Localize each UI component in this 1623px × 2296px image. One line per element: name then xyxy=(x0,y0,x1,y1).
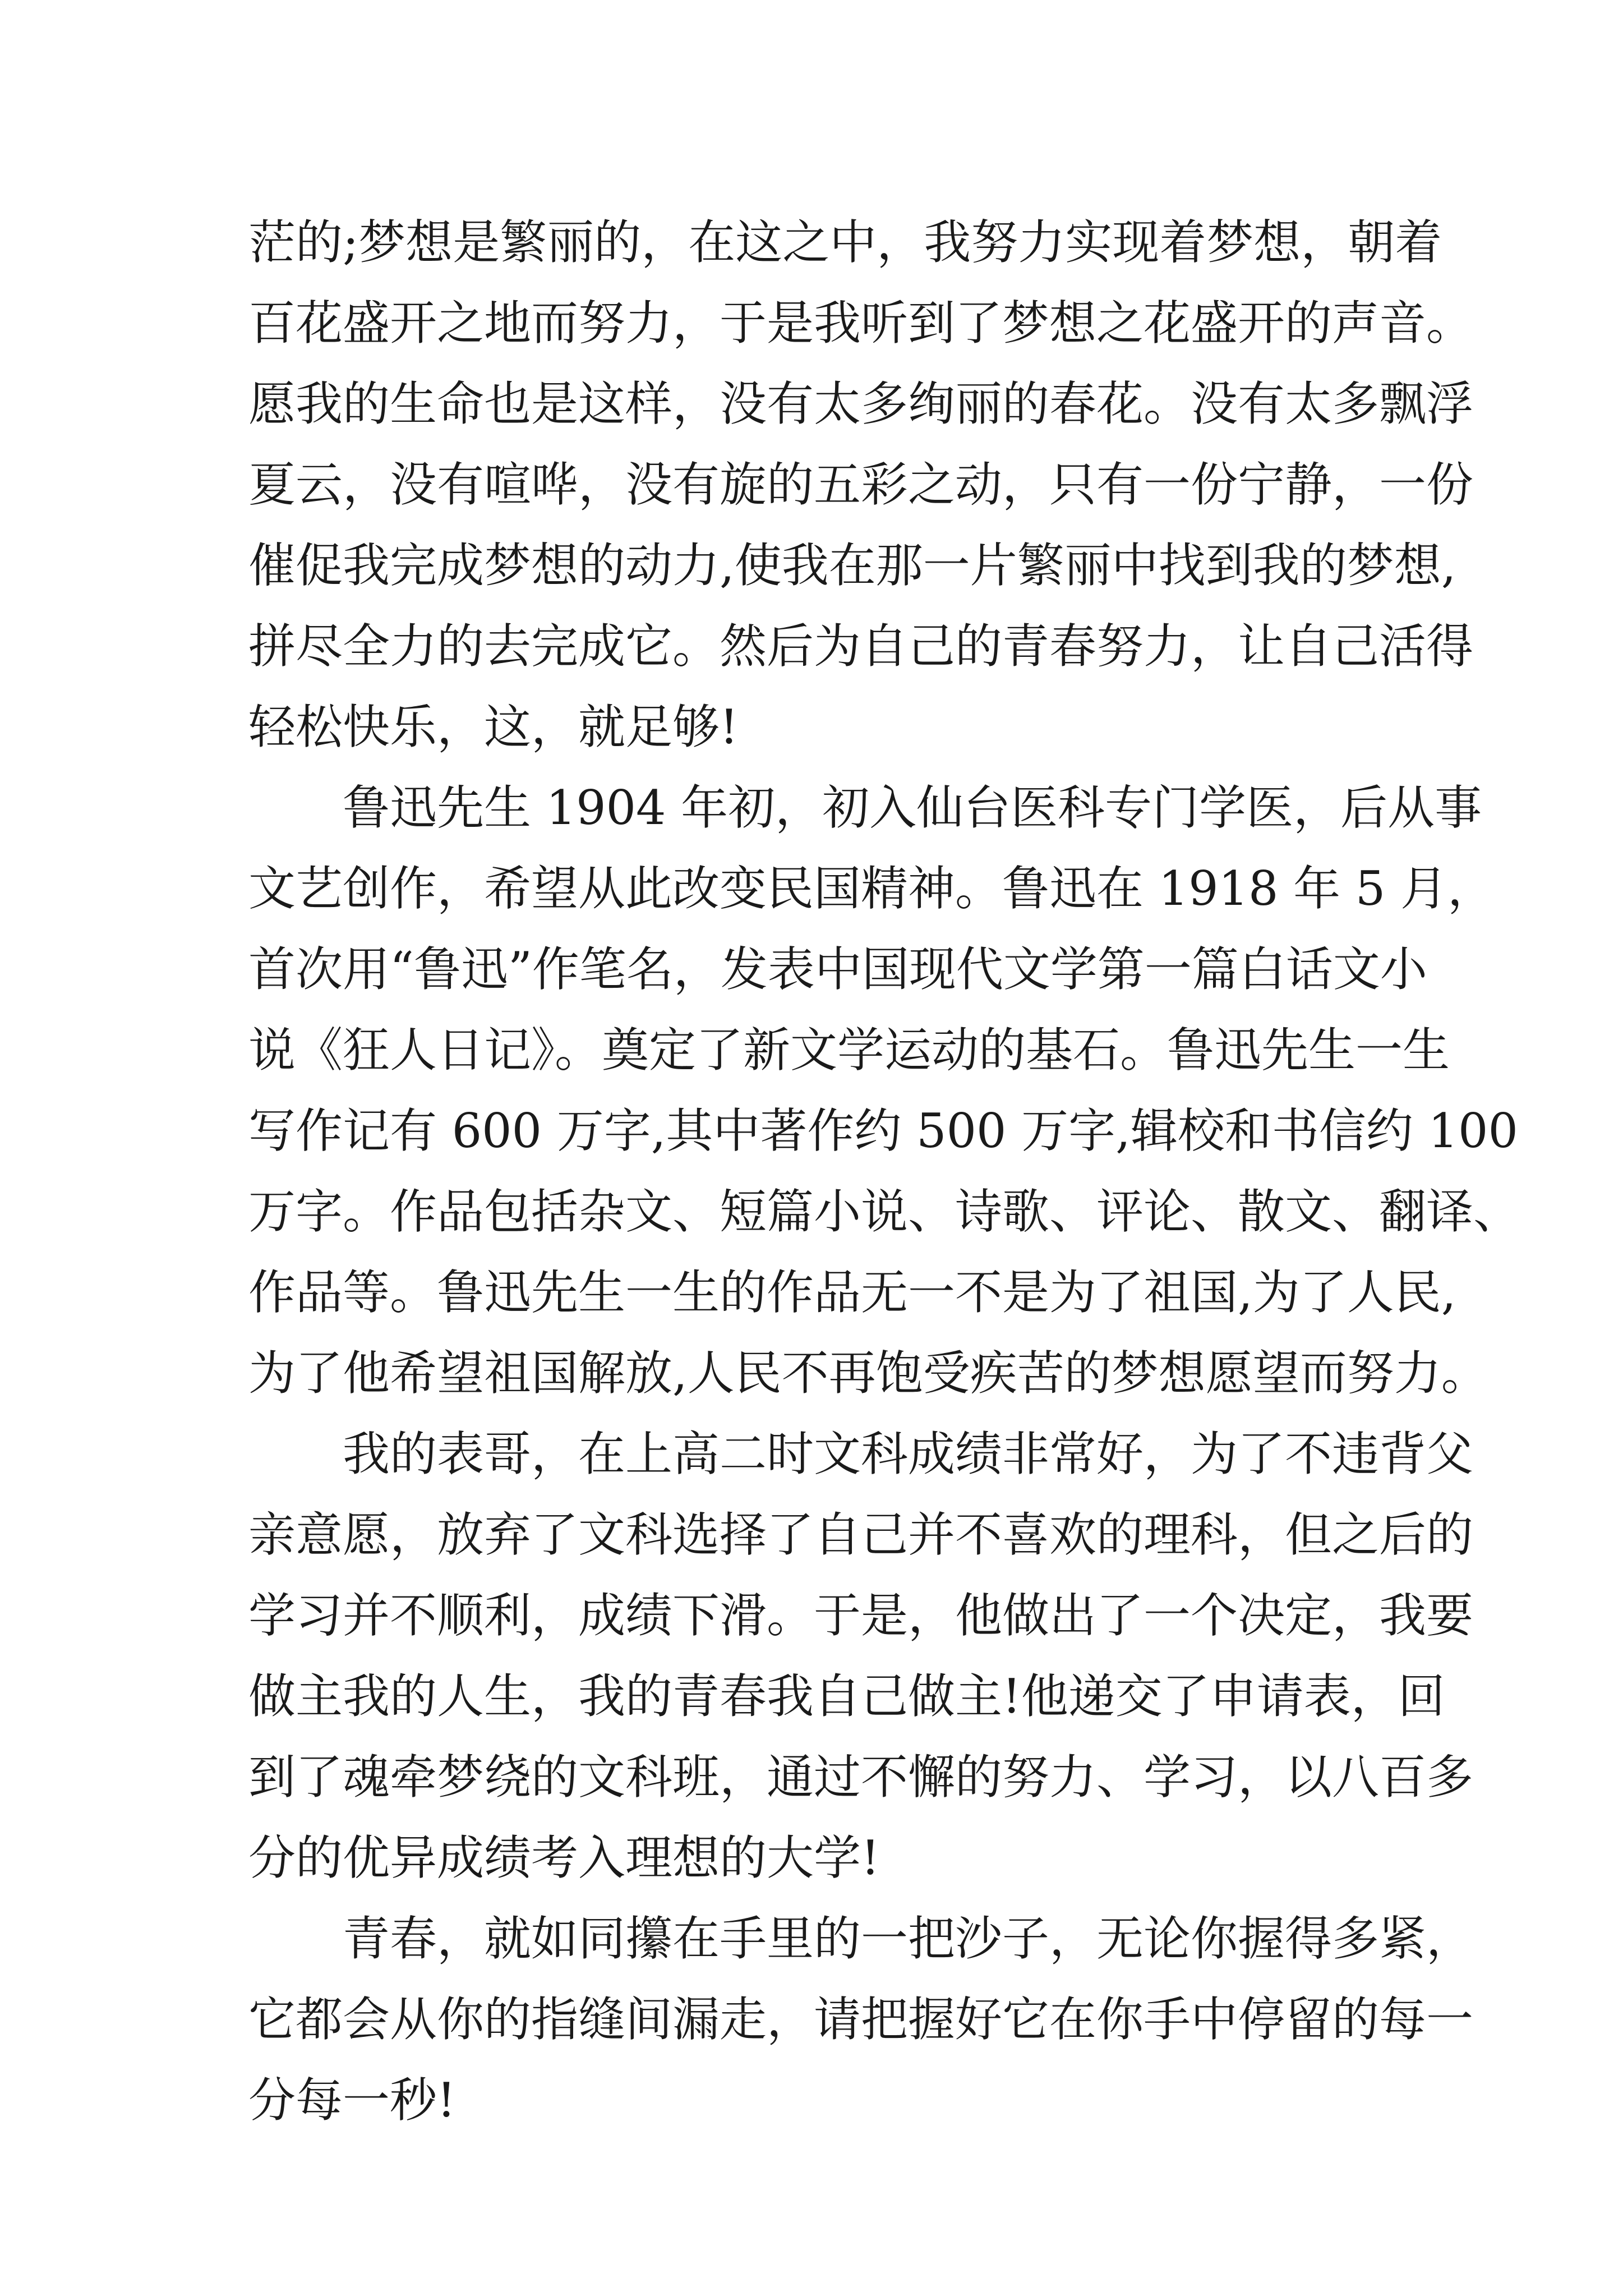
text-line: 首次用“鲁迅”作笔名，发表中国现代文学第一篇白话文小 xyxy=(248,942,1427,997)
text-line: 万字。作品包括杂文、短篇小说、诗歌、评论、散文、翻译、 xyxy=(248,1184,1521,1239)
text-line: 亲意愿，放弃了文科选择了自己并不喜欢的理科，但之后的 xyxy=(248,1507,1474,1562)
text-line: 夏云，没有喧哗，没有旋的五彩之动，只有一份宁静，一份 xyxy=(248,457,1474,512)
text-line: 轻松快乐，这，就足够! xyxy=(248,700,739,754)
text-line: 它都会从你的指缝间漏走，请把握好它在你手中停留的每一 xyxy=(248,1992,1474,2047)
text-line: 文艺创作，希望从此改变民国精神。鲁迅在 1918 年 5 月， xyxy=(248,861,1495,916)
document-body xyxy=(248,202,1521,2141)
paragraph-cousin xyxy=(248,1414,1474,1898)
paragraph-dream xyxy=(248,202,1474,767)
text-line: 写作记有 600 万字,其中著作约 500 万字,辑校和书信约 100 xyxy=(248,1103,1518,1158)
paragraph-youth xyxy=(248,1898,1474,2141)
text-line: 青春，就如同攥在手里的一把沙子，无论你握得多紧， xyxy=(343,1911,1474,1966)
text-line: 愿我的生命也是这样，没有太多绚丽的春花。没有太多飘浮 xyxy=(248,376,1474,431)
text-line: 到了魂牵梦绕的文科班，通过不懈的努力、学习，以八百多 xyxy=(248,1750,1474,1805)
paragraph-lu-xun xyxy=(248,767,1521,1414)
text-line: 作品等。鲁迅先生一生的作品无一不是为了祖国,为了人民, xyxy=(248,1265,1456,1320)
text-line: 催促我完成梦想的动力,使我在那一片繁丽中找到我的梦想, xyxy=(248,538,1456,593)
text-line: 做主我的人生，我的青春我自己做主!他递交了申请表，回 xyxy=(248,1669,1445,1724)
text-line: 学习并不顺利，成绩下滑。于是，他做出了一个决定，我要 xyxy=(248,1588,1474,1643)
text-line: 我的表哥，在上高二时文科成绩非常好，为了不违背父 xyxy=(343,1427,1474,1481)
text-line: 分每一秒! xyxy=(248,2073,456,2128)
text-line: 说《狂人日记》。奠定了新文学运动的基石。鲁迅先生一生 xyxy=(248,1023,1450,1078)
text-line: 鲁迅先生 1904 年初，初入仙台医科专门学医，后从事 xyxy=(343,780,1482,835)
text-line: 百花盛开之地而努力，于是我听到了梦想之花盛开的声音。 xyxy=(248,296,1474,351)
text-line: 拼尽全力的去完成它。然后为自己的青春努力，让自己活得 xyxy=(248,619,1474,674)
text-line: 分的优异成绩考入理想的大学! xyxy=(248,1830,880,1885)
text-line: 为了他希望祖国解放,人民不再饱受疾苦的梦想愿望而努力。 xyxy=(248,1346,1488,1401)
text-line: 茫的;梦想是繁丽的，在这之中，我努力实现着梦想，朝着 xyxy=(248,215,1442,270)
